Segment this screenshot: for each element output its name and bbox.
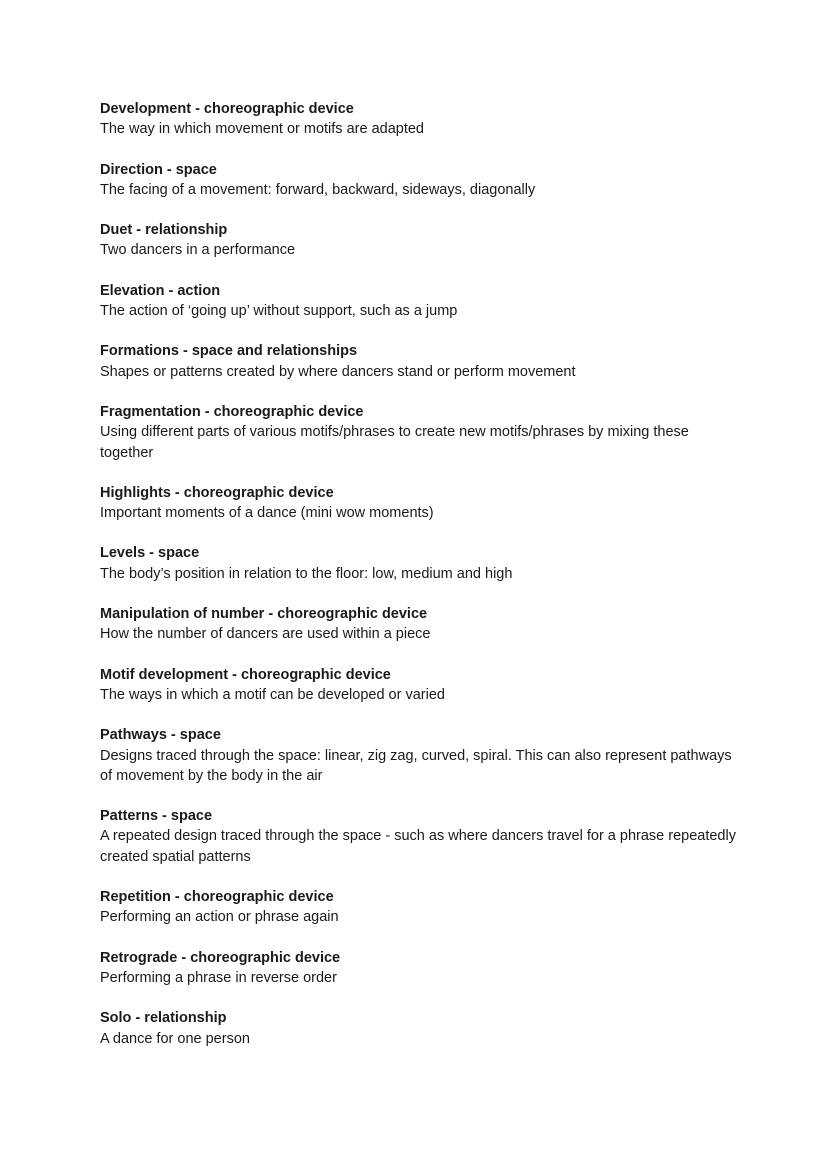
- glossary-definition: A repeated design traced through the space - such as where dancers travel for a phrase repeatedly created spatial patterns: [100, 828, 736, 865]
- glossary-definition: Shapes or patterns created by where dancers stand or perform movement: [100, 363, 576, 380]
- glossary-definition: Designs traced through the space: linear, zig zag, curved, spiral. This can also represent pathways of movement by the body in the air: [100, 747, 732, 784]
- glossary-term: Fragmentation - choreographic device: [100, 403, 364, 420]
- glossary-term: Manipulation of number - choreographic device: [100, 606, 428, 623]
- glossary-term: Formations - space and relationships: [100, 343, 358, 360]
- glossary-entry: [100, 483, 740, 524]
- glossary-definition: Performing an action or phrase again: [100, 909, 339, 926]
- glossary-definition: Important moments of a dance (mini wow moments): [100, 505, 434, 522]
- glossary-entry: [100, 887, 740, 928]
- glossary-term: Levels - space: [100, 545, 200, 562]
- glossary-term: Motif development - choreographic device: [100, 666, 391, 683]
- glossary-term: Duet - relationship: [100, 222, 228, 239]
- glossary-entry: [100, 281, 740, 322]
- glossary-term: Highlights - choreographic device: [100, 484, 334, 501]
- glossary-term: Repetition - choreographic device: [100, 889, 334, 906]
- glossary-entry: [100, 725, 740, 786]
- glossary-term: Development - choreographic device: [100, 101, 354, 117]
- glossary-term: Pathways - space: [100, 727, 221, 744]
- glossary-term: Direction - space: [100, 161, 217, 178]
- glossary-definition: Two dancers in a performance: [100, 242, 296, 259]
- glossary-definition: The way in which movement or motifs are adapted: [100, 121, 424, 138]
- glossary-entry: [100, 948, 740, 989]
- glossary-term: Elevation - action: [100, 282, 221, 299]
- glossary-entry: [100, 543, 740, 584]
- glossary-term: Solo - relationship: [100, 1010, 227, 1027]
- glossary-definition: The ways in which a motif can be developed or varied: [100, 686, 445, 703]
- glossary-definition: Using different parts of various motifs/phrases to create new motifs/phrases by mixing these together: [100, 424, 689, 461]
- glossary-definition: The facing of a movement: forward, backward, sideways, diagonally: [100, 181, 536, 198]
- glossary-definition: How the number of dancers are used within a piece: [100, 626, 431, 643]
- glossary-entry: [100, 806, 740, 867]
- glossary-definition: The body’s position in relation to the floor: low, medium and high: [100, 565, 513, 582]
- glossary-entry: [100, 665, 740, 706]
- glossary-entry: [100, 604, 740, 645]
- glossary-page: [100, 99, 740, 1069]
- glossary-entry: [100, 1008, 740, 1049]
- glossary-entry: [100, 402, 740, 463]
- glossary-definition: Performing a phrase in reverse order: [100, 969, 337, 986]
- glossary-entry: [100, 220, 740, 261]
- glossary-term: Patterns - space: [100, 808, 213, 825]
- glossary-definition: The action of ‘going up’ without support, such as a jump: [100, 303, 458, 320]
- glossary-term: Retrograde - choreographic device: [100, 949, 341, 966]
- glossary-entry: [100, 99, 740, 140]
- glossary-entry: [100, 160, 740, 201]
- glossary-definition: A dance for one person: [100, 1030, 250, 1047]
- glossary-entry: [100, 341, 740, 382]
